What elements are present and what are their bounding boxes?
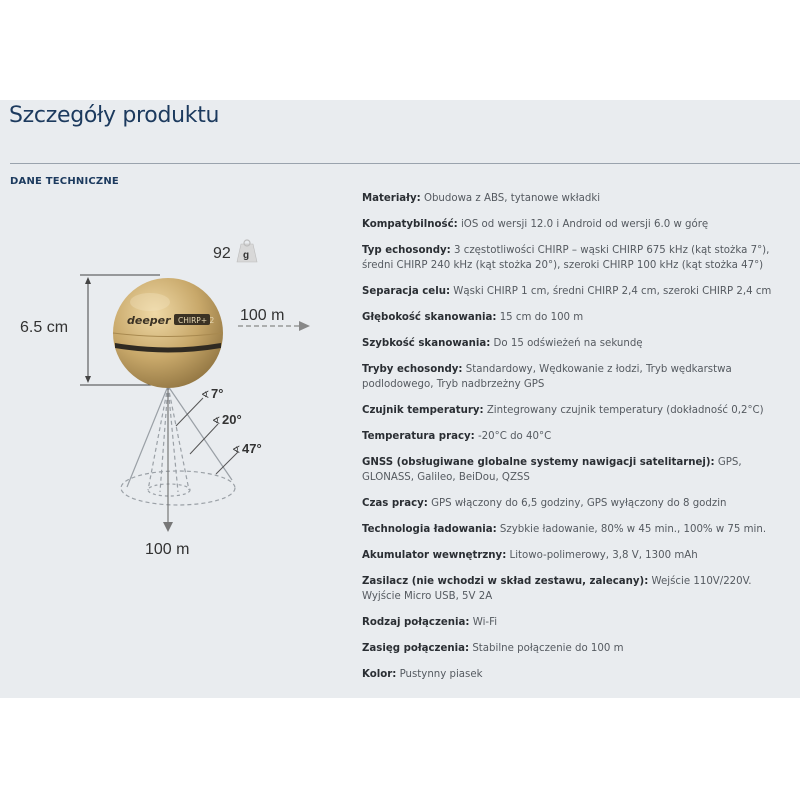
spec-row bbox=[362, 403, 782, 429]
title-divider bbox=[10, 163, 800, 164]
spec-label: Zasilacz (nie wchodzi w skład zestawu, zalecany): bbox=[362, 576, 649, 587]
horizontal-range-label: 100 m bbox=[240, 307, 285, 324]
horizontal-range-arrow-icon bbox=[299, 321, 310, 331]
deeper-device bbox=[113, 278, 223, 388]
spec-row bbox=[362, 455, 782, 496]
weight-value: 92 bbox=[213, 245, 231, 262]
spec-value: Stabilne połączenie do 100 m bbox=[472, 643, 624, 654]
spec-value: Zintegrowany czujnik temperatury (dokładność 0,2°C) bbox=[486, 405, 764, 416]
spec-label: GNSS (obsługiwane globalne systemy nawigacji satelitarnej): bbox=[362, 457, 715, 468]
spec-row bbox=[362, 667, 782, 693]
spec-row bbox=[362, 362, 782, 403]
spec-value: 3 częstotliwości CHIRP – wąski CHIRP 675 kHz (kąt stożka 7°), średni CHIRP 240 kHz (kąt stożka 20°), szeroki CHIRP 100 kHz (kąt stożka 47°) bbox=[362, 245, 770, 271]
spec-value: Wi-Fi bbox=[472, 617, 498, 628]
spec-label: Kompatybilność: bbox=[362, 219, 458, 230]
height-label: 6.5 cm bbox=[20, 319, 69, 336]
spec-label: Technologia ładowania: bbox=[362, 524, 497, 535]
device-model: CHIRP+ 2 bbox=[178, 316, 215, 325]
spec-row bbox=[362, 191, 782, 217]
sonar-beams bbox=[121, 386, 235, 505]
spec-label: Głębokość skanowania: bbox=[362, 312, 497, 323]
vertical-range-label: 100 m bbox=[145, 541, 190, 558]
spec-label: Separacja celu: bbox=[362, 286, 451, 297]
spec-label: Szybkość skanowania: bbox=[362, 338, 491, 349]
spec-row bbox=[362, 574, 782, 615]
height-arrow-up-icon bbox=[85, 277, 91, 284]
spec-row bbox=[362, 284, 782, 310]
angle-47-label: 47° bbox=[242, 441, 262, 456]
spec-label: Materiały: bbox=[362, 193, 421, 204]
spec-label: Akumulator wewnętrzny: bbox=[362, 550, 507, 561]
spec-row bbox=[362, 522, 782, 548]
spec-value: Pustynny piasek bbox=[399, 669, 483, 680]
section-title: DANE TECHNICZNE bbox=[10, 176, 119, 187]
specs-list bbox=[362, 191, 782, 693]
spec-value: Standardowy, Wędkowanie z łodzi, Tryb wędkarstwa podlodowego, Tryb nadbrzeżny GPS bbox=[362, 364, 732, 390]
svg-text:∢: ∢ bbox=[232, 445, 241, 456]
product-diagram bbox=[0, 200, 340, 570]
spec-label: Rodzaj połączenia: bbox=[362, 617, 470, 628]
spec-value: GPS, GLONASS, Galileo, BeiDou, QZSS bbox=[362, 457, 742, 483]
spec-label: Typ echosondy: bbox=[362, 245, 451, 256]
spec-row bbox=[362, 217, 782, 243]
height-arrow-down-icon bbox=[85, 376, 91, 383]
device-brand: deeper bbox=[127, 314, 171, 327]
angle-20-label: 20° bbox=[222, 412, 242, 427]
weight-unit: g bbox=[243, 250, 250, 261]
spec-label: Kolor: bbox=[362, 669, 397, 680]
spec-label: Tryby echosondy: bbox=[362, 364, 463, 375]
spec-value: Litowo-polimerowy, 3,8 V, 1300 mAh bbox=[509, 550, 698, 561]
spec-label: Zasięg połączenia: bbox=[362, 643, 470, 654]
spec-row bbox=[362, 310, 782, 336]
spec-row bbox=[362, 243, 782, 284]
spec-value: iOS od wersji 12.0 i Android od wersji 6.0 w górę bbox=[460, 219, 709, 230]
vertical-range-arrow-icon bbox=[163, 522, 173, 532]
spec-value: Do 15 odświeżeń na sekundę bbox=[493, 338, 643, 349]
spec-row bbox=[362, 548, 782, 574]
spec-value: Wejście 110V/220V. Wyjście Micro USB, 5V 2A bbox=[362, 576, 752, 602]
spec-value: 15 cm do 100 m bbox=[499, 312, 584, 323]
spec-value: Wąski CHIRP 1 cm, średni CHIRP 2,4 cm, szeroki CHIRP 2,4 cm bbox=[453, 286, 772, 297]
svg-text:∢: ∢ bbox=[201, 390, 210, 401]
spec-value: -20°C do 40°C bbox=[477, 431, 552, 442]
angle-7-label: 7° bbox=[211, 386, 224, 401]
page-title: Szczegóły produktu bbox=[9, 103, 220, 128]
spec-row bbox=[362, 336, 782, 362]
spec-row bbox=[362, 615, 782, 641]
spec-label: Temperatura pracy: bbox=[362, 431, 475, 442]
svg-text:∢: ∢ bbox=[212, 416, 221, 427]
spec-value: GPS włączony do 6,5 godziny, GPS wyłączony do 8 godzin bbox=[431, 498, 727, 509]
spec-value: Obudowa z ABS, tytanowe wkładki bbox=[423, 193, 601, 204]
spec-label: Czas pracy: bbox=[362, 498, 428, 509]
spec-row bbox=[362, 641, 782, 667]
spec-row bbox=[362, 496, 782, 522]
spec-label: Czujnik temperatury: bbox=[362, 405, 484, 416]
spec-row bbox=[362, 429, 782, 455]
spec-value: Szybkie ładowanie, 80% w 45 min., 100% w 75 min. bbox=[499, 524, 767, 535]
